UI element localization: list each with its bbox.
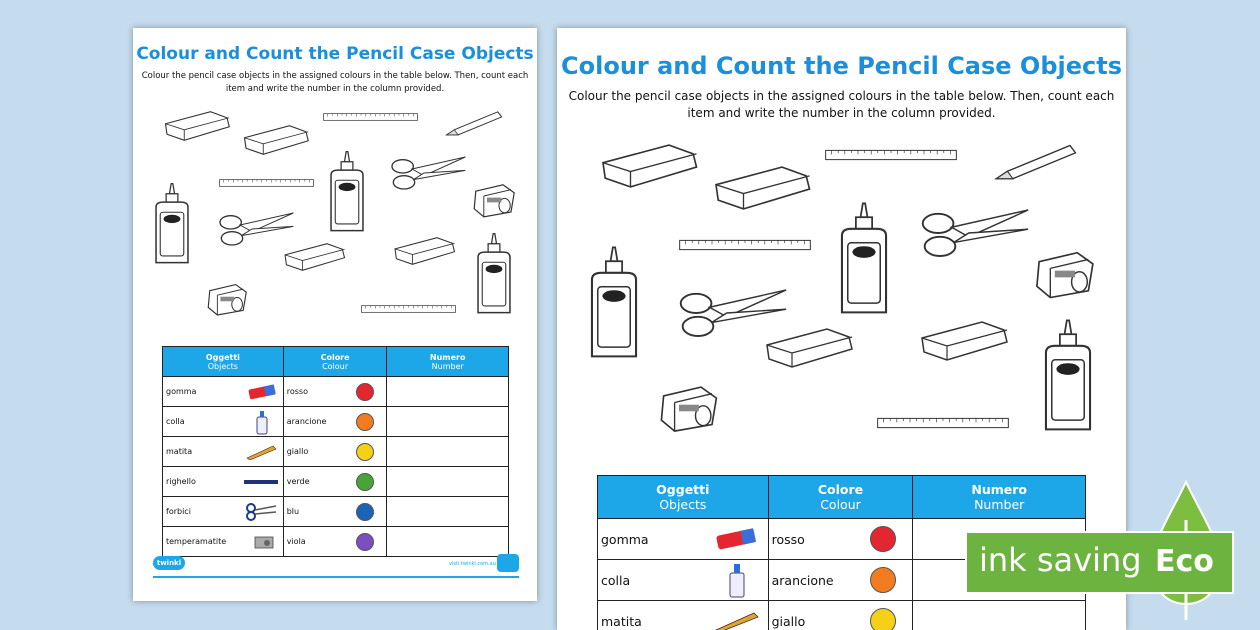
worksheet-instructions: Colour the pencil case objects in the assigned colours in the table below. Then, count each item and write the number in the column provided. (141, 71, 529, 94)
glue-bottle-icon (331, 152, 363, 231)
pencil-icon (447, 112, 502, 135)
worksheet-title: Colour and Count the Pencil Case Objects (136, 44, 534, 64)
header-objects: Oggetti Objects (163, 347, 284, 377)
sharpener-icon (208, 285, 246, 315)
ruler-icon (361, 306, 455, 313)
sharpener-icon (474, 185, 514, 217)
eraser-icon (767, 329, 852, 367)
table-row (163, 377, 509, 407)
pencil-case-illustration (557, 28, 1126, 448)
ruler-icon (243, 479, 279, 485)
colour-swatch (356, 383, 374, 401)
glue-bottle-icon (478, 234, 510, 313)
header-number: Numero Number (913, 476, 1086, 519)
header-objects: Oggetti Objects (598, 476, 769, 519)
object-cell: colla (598, 560, 769, 601)
scissors-icon (923, 210, 1028, 256)
number-cell[interactable] (387, 497, 509, 527)
pencil-case-illustration (133, 28, 537, 348)
number-cell[interactable] (387, 407, 509, 437)
object-cell: forbici (163, 497, 284, 527)
number-cell[interactable] (387, 527, 509, 557)
colour-swatch (870, 526, 896, 552)
eco-label: Eco (1155, 544, 1214, 579)
scissors-icon (220, 213, 293, 245)
number-cell[interactable] (913, 601, 1086, 630)
eraser-icon (603, 145, 697, 187)
eraser-icon (247, 384, 277, 400)
worksheet-title: Colour and Count the Pencil Case Objects (561, 52, 1122, 80)
colour-cell: giallo (283, 437, 387, 467)
object-cell: matita (598, 601, 769, 630)
table-row (598, 601, 1086, 630)
scissors-icon (245, 503, 277, 521)
glue-bottle-icon (156, 184, 188, 263)
eraser-icon (922, 322, 1007, 360)
eraser-icon (166, 112, 230, 141)
glue-bottle-icon (255, 409, 269, 435)
colour-swatch (870, 608, 896, 630)
footer-url: visit twinkl.com.au (449, 561, 496, 567)
pencil-icon (996, 146, 1075, 179)
footer-badge-icon (497, 554, 519, 572)
object-cell: gomma (163, 377, 284, 407)
colour-swatch (870, 567, 896, 593)
colour-cell: giallo (768, 601, 913, 630)
sharpener-icon (661, 387, 716, 431)
pencil-icon (245, 444, 277, 460)
ruler-icon (878, 418, 1009, 427)
sharpener-icon (1037, 253, 1093, 298)
colour-cell: viola (283, 527, 387, 557)
object-cell: colla (163, 407, 284, 437)
colour-swatch (356, 473, 374, 491)
glue-bottle-icon (842, 203, 886, 312)
table-row (163, 437, 509, 467)
colour-cell: blu (283, 497, 387, 527)
eraser-icon (714, 527, 760, 551)
colour-cell: arancione (768, 560, 913, 601)
glue-bottle-icon (592, 247, 636, 356)
number-cell[interactable] (387, 377, 509, 407)
glue-bottle-icon (1046, 320, 1090, 429)
colour-swatch (356, 443, 374, 461)
scissors-icon (681, 290, 786, 336)
ink-saving-label: ink saving (979, 541, 1142, 579)
ruler-icon (219, 180, 313, 187)
header-colour: Colore Colour (768, 476, 913, 519)
colour-swatch (356, 503, 374, 521)
table-row (163, 497, 509, 527)
scissors-icon (392, 157, 465, 189)
colour-cell: rosso (768, 519, 913, 560)
colour-swatch (356, 413, 374, 431)
object-cell: temperamatite (163, 527, 284, 557)
worksheet-instructions: Colour the pencil case objects in the assigned colours in the table below. Then, count each item and write the number in the column provided. (568, 89, 1115, 120)
footer-line (153, 576, 519, 578)
ruler-icon (680, 240, 811, 249)
table-row (163, 467, 509, 497)
ruler-icon (826, 150, 957, 159)
worksheet-preview-small (133, 28, 537, 601)
table-row (163, 527, 509, 557)
eraser-icon (245, 126, 309, 155)
eraser-icon (395, 238, 455, 265)
number-cell[interactable] (387, 437, 509, 467)
pencil-icon (714, 610, 760, 630)
colour-count-table (162, 346, 509, 557)
colour-cell: verde (283, 467, 387, 497)
glue-bottle-icon (728, 562, 746, 598)
table-row (163, 407, 509, 437)
colour-cell: rosso (283, 377, 387, 407)
twinkl-logo: twinkl (153, 556, 185, 570)
colour-cell: arancione (283, 407, 387, 437)
object-cell: gomma (598, 519, 769, 560)
number-cell[interactable] (387, 467, 509, 497)
colour-swatch (356, 533, 374, 551)
eraser-icon (285, 244, 345, 271)
eraser-icon (716, 167, 810, 209)
header-number: Numero Number (387, 347, 509, 377)
sharpener-icon (253, 534, 275, 550)
ruler-icon (323, 114, 417, 121)
header-colour: Colore Colour (283, 347, 387, 377)
object-cell: righello (163, 467, 284, 497)
object-cell: matita (163, 437, 284, 467)
